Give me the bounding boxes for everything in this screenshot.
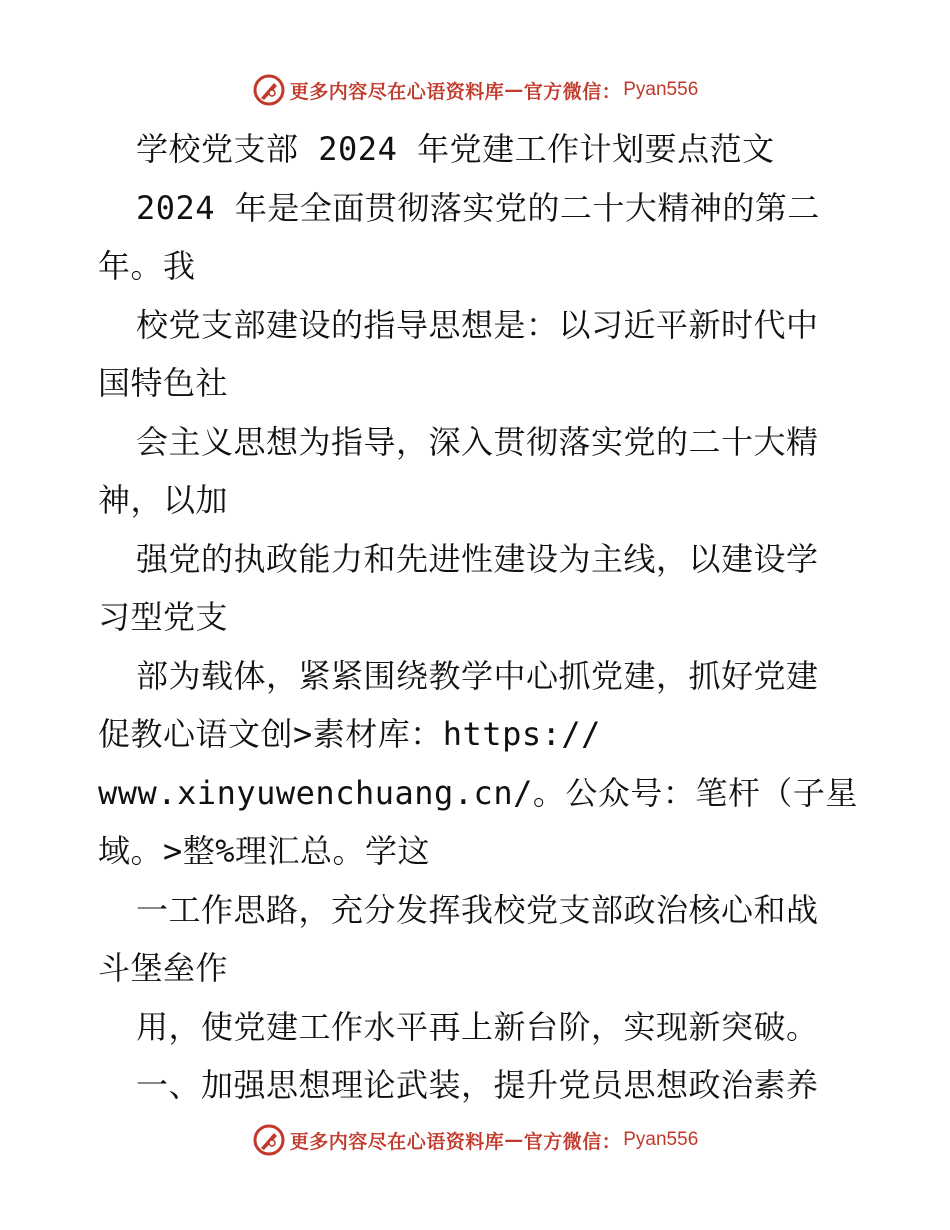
- text-line: 斗堡垒作: [98, 949, 229, 987]
- text-line: 用，使党建工作水平再上新台阶，实现新突破。: [136, 1007, 819, 1046]
- footer-watermark: [0, 1120, 950, 1160]
- text-line: www.xinyuwenchuang.cn/。公众号：笔杆（子星: [98, 773, 858, 812]
- document-body: [98, 120, 868, 1115]
- text-line: 一工作思路，充分发挥我校党支部政治核心和战: [136, 890, 819, 929]
- text-line: 年。我: [98, 247, 196, 285]
- document-title: 学校党支部 2024 年党建工作计划要点范文: [136, 130, 775, 168]
- text-line: 域。>整%理汇总。学这: [98, 832, 431, 870]
- text-line: 2024 年是全面贯彻落实党的二十大精神的第二: [136, 188, 820, 227]
- text-line: 神，以加: [98, 481, 229, 519]
- pen-logo-icon: [252, 73, 286, 107]
- watermark-wechat-label: 官方微信：: [523, 1130, 622, 1153]
- text-line: 部为载体，紧紧围绕教学中心抓党建，抓好党建: [136, 656, 819, 695]
- watermark-wechat-id: Pyan556: [623, 1129, 699, 1150]
- text-line: 强党的执政能力和先进性建设为主线，以建设学: [136, 539, 819, 578]
- watermark-site-text: 更多内容尽在心语资料库: [289, 80, 505, 103]
- section-heading: 一、加强思想理论武装，提升党员思想政治素养: [136, 1066, 819, 1104]
- header-watermark: [0, 70, 950, 110]
- text-line: 会主义思想为指导，深入贯彻落实党的二十大精: [136, 422, 819, 461]
- watermark-dash: —: [504, 1129, 524, 1151]
- watermark-wechat-label: 官方微信：: [523, 80, 622, 103]
- text-line: 国特色社: [98, 364, 229, 402]
- watermark-site-text: 更多内容尽在心语资料库: [289, 1130, 505, 1153]
- text-line: 校党支部建设的指导思想是：以习近平新时代中: [136, 305, 819, 344]
- watermark-wechat-id: Pyan556: [623, 79, 699, 100]
- text-line: 促教心语文创>素材库：https://: [98, 715, 601, 753]
- watermark-dash: —: [504, 79, 524, 101]
- text-line: 习型党支: [98, 598, 229, 636]
- pen-logo-icon: [252, 1123, 286, 1157]
